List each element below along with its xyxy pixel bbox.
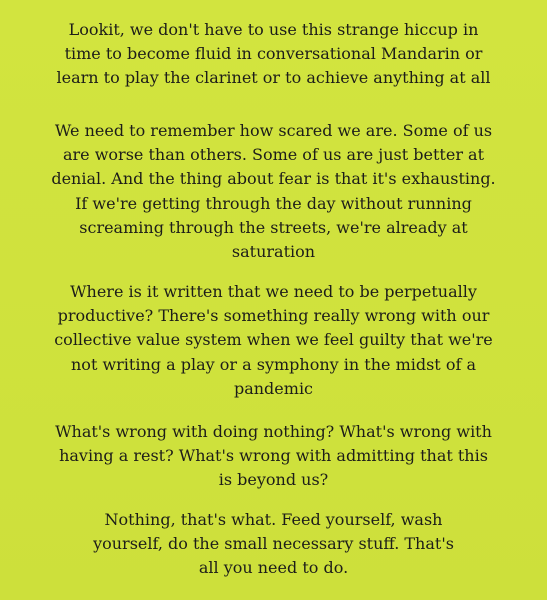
paragraph-4-line-3: is beyond us? — [218, 470, 329, 490]
paragraph-3-line-4: not writing a play or a symphony in the midst of a — [71, 354, 476, 374]
paragraph-2-line-2: are worse than others. Some of us are just better at — [62, 145, 485, 165]
paragraph-5-line-3: all you need to do. — [198, 558, 349, 578]
paragraph-2-line-6: saturation — [231, 242, 316, 262]
paragraph-3-line-5: pandemic — [233, 378, 314, 398]
paragraph-4-line-2: having a rest? What's wrong with admitting that this — [59, 446, 488, 466]
paragraph-4 — [0, 420, 547, 493]
paragraph-4-line-1: What's wrong with doing nothing? What's wrong with — [55, 422, 492, 441]
paragraph-1 — [0, 18, 547, 91]
paragraph-2 — [0, 119, 547, 264]
paragraph-1-line-2: time to become fluid in conversational Mandarin or — [64, 44, 483, 64]
paragraph-2-line-5: screaming through the streets, we're already at — [79, 217, 468, 237]
paragraph-3-line-2: productive? There's something really wrong with our — [57, 306, 490, 326]
paragraph-3 — [0, 280, 547, 401]
paragraph-1-line-1: Lookit, we don't have to use this strange hiccup in — [68, 20, 479, 39]
paragraph-5-line-1: Nothing, that's what. Feed yourself, wash — [104, 510, 443, 529]
paragraph-3-line-3: collective value system when we feel guilty that we're — [54, 330, 493, 350]
paragraph-3-line-1: Where is it written that we need to be perpetually — [70, 282, 477, 301]
paragraph-5-line-2: yourself, do the small necessary stuff. That's — [93, 534, 454, 554]
paragraph-2-line-4: If we're getting through the day without running — [75, 193, 472, 213]
paragraph-2-line-1: We need to remember how scared we are. Some of us — [54, 121, 493, 140]
paragraph-2-line-3: denial. And the thing about fear is that it's exhausting. — [51, 169, 496, 189]
paragraph-5 — [0, 508, 547, 581]
paragraph-1-line-3: learn to play the clarinet or to achieve anything at all — [56, 68, 491, 88]
